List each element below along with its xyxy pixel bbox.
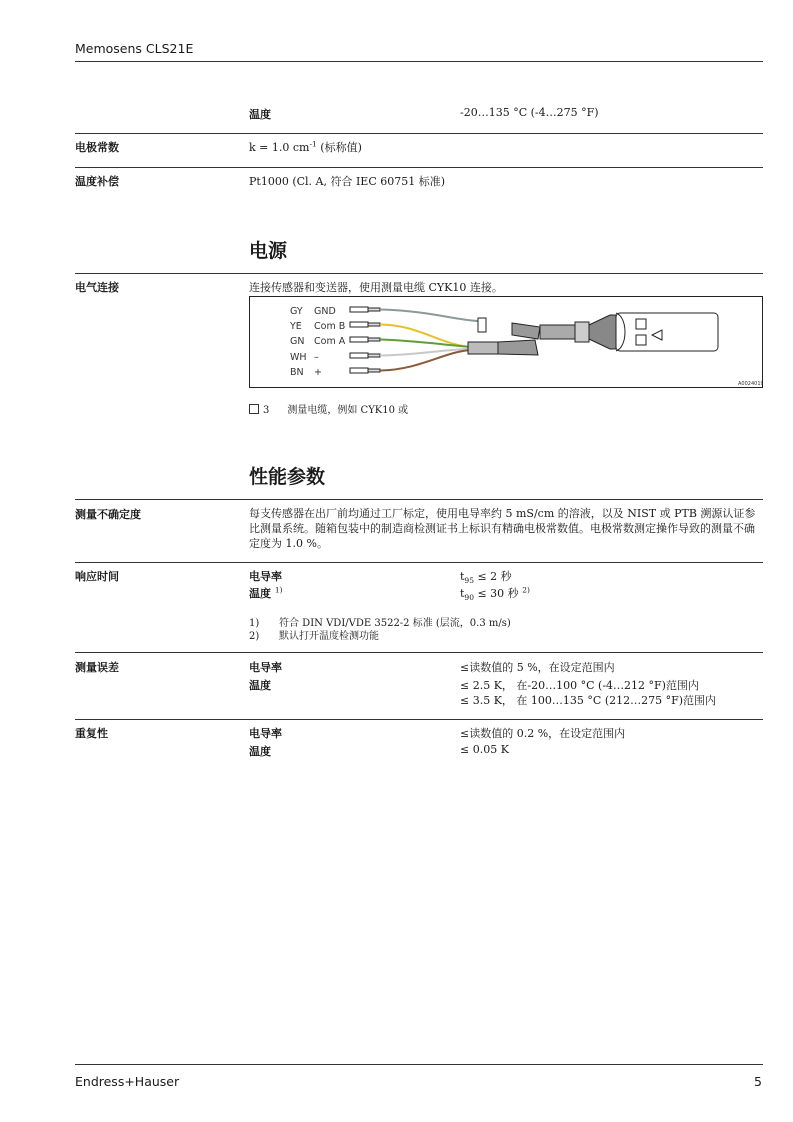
- cable-jacket: [498, 340, 538, 355]
- ferrule-bn: [350, 368, 368, 373]
- wire-code-wh: WH: [290, 352, 307, 363]
- error-temp-value-2: ≤ 3.5 K， 在 100…135 °C (212…275 °F)范围内: [460, 694, 717, 707]
- row-rule: [75, 562, 763, 563]
- ferrule-tip-wh: [368, 354, 380, 357]
- row-rule: [75, 273, 763, 274]
- footnote-2: [249, 627, 379, 642]
- wire-signal-gn: Com A: [314, 336, 346, 347]
- response-temp-t: t: [460, 587, 465, 600]
- row-rule: [75, 133, 763, 134]
- cell-constant-suffix: (标称值): [316, 141, 362, 154]
- footnote-1-number: 1): [249, 618, 260, 629]
- connector-cone: [589, 315, 616, 349]
- temp-comp-label: 温度补偿: [75, 175, 119, 188]
- row-rule: [75, 499, 763, 500]
- error-temp-value-1: ≤ 2.5 K， 在-20…100 °C (-4…212 °F)范围内: [460, 679, 699, 692]
- temp-comp-value: Pt1000 (Cl. A, 符合 IEC 60751 标准): [249, 175, 446, 188]
- ferrule-tip-ye: [368, 323, 380, 326]
- page-number: 5: [754, 1074, 762, 1089]
- cable-braid: [468, 342, 498, 354]
- repeat-temp-label: 温度: [249, 745, 271, 758]
- wire-signal-wh: –: [314, 352, 319, 363]
- cell-constant-exponent: -1: [309, 139, 317, 149]
- shield-connector: [478, 318, 486, 332]
- wire-code-bn: BN: [290, 367, 304, 378]
- response-conductivity-value: [460, 568, 512, 585]
- uncertainty-text: 每支传感器在出厂前均通过工厂标定，使用电导率约 5 mS/cm 的溶液，以及 NIST 或 PTB 溯源认证参比测量系统。随箱包装中的制造商检测证书上标识有精确电极常数值。电极常数测定操作导致的测量不确定度为 1.0 %。: [249, 507, 756, 550]
- error-conductivity-label: 电导率: [249, 661, 282, 674]
- measurement-error-label: 测量误差: [75, 661, 119, 674]
- footer-brand: Endress+Hauser: [75, 1074, 180, 1089]
- uncertainty-label: 测量不确定度: [75, 508, 141, 521]
- diagram-doc-code: A0024019: [738, 381, 762, 387]
- footnote-2-number: 2): [249, 631, 260, 642]
- response-conductivity-label: 电导率: [249, 570, 282, 583]
- temperature-label: 温度: [249, 108, 271, 121]
- cable-sleeve: [540, 325, 575, 339]
- cable-collar: [575, 322, 589, 342]
- wire-code-ye: YE: [290, 321, 302, 332]
- repeat-conductivity-label: 电导率: [249, 727, 282, 740]
- error-temp-label: 温度: [249, 679, 271, 692]
- cell-constant-label: 电极常数: [75, 141, 119, 154]
- row-rule: [75, 167, 763, 168]
- cable-diagram: [249, 296, 763, 388]
- temperature-value: -20…135 °C (-4…275 °F): [460, 106, 599, 119]
- row-rule: [75, 652, 763, 653]
- repeatability-label: 重复性: [75, 727, 108, 740]
- ferrule-tip-gn: [368, 338, 380, 341]
- response-temp-value-sup: 2): [522, 585, 530, 595]
- wire-gn: [380, 340, 472, 348]
- section-title-power: 电源: [249, 240, 288, 262]
- response-time-label: 响应时间: [75, 570, 119, 583]
- response-temp-sub: 90: [464, 593, 474, 603]
- response-temp-label-sup: 1): [274, 585, 283, 595]
- wire-code-gn: GN: [290, 336, 305, 347]
- response-temp-text: ≤ 30 秒: [473, 587, 519, 600]
- repeat-temp-value: ≤ 0.05 K: [460, 743, 509, 756]
- ferrule-gn: [350, 337, 368, 342]
- connector-head: [616, 313, 718, 351]
- ferrule-tip-bn: [368, 369, 380, 372]
- repeat-conductivity-value: ≤读数值的 0.2 %，在设定范围内: [460, 727, 626, 740]
- figure-number: 3: [263, 405, 270, 416]
- ferrule-gy: [350, 307, 368, 312]
- footer-rule: [75, 1064, 763, 1065]
- wire-code-gy: GY: [290, 306, 303, 317]
- figure-caption-text: 测量电缆，例如 CYK10 或: [287, 405, 409, 416]
- footnote-2-text: 默认打开温度检测功能: [279, 631, 379, 642]
- row-rule: [75, 719, 763, 720]
- figure-icon: [249, 404, 259, 414]
- ferrule-ye: [350, 322, 368, 327]
- cell-constant-value: [249, 139, 362, 155]
- wire-signal-bn: +: [314, 367, 322, 378]
- wire-gy: [380, 310, 478, 322]
- response-conductivity-t: t: [460, 570, 465, 583]
- response-conductivity-sub: 95: [464, 576, 474, 586]
- wire-signal-ye: Com B: [314, 321, 346, 332]
- cell-constant-prefix: k = 1.0 cm: [249, 141, 310, 154]
- document-title: Memosens CLS21E: [75, 41, 194, 56]
- ferrule-wh: [350, 353, 368, 358]
- header-rule: [75, 61, 763, 62]
- electrical-connection-label: 电气连接: [75, 281, 119, 294]
- error-conductivity-value: ≤读数值的 5 %，在设定范围内: [460, 661, 615, 674]
- response-temp-value: [460, 585, 530, 602]
- cable-segment: [512, 323, 540, 339]
- response-conductivity-text: ≤ 2 秒: [473, 570, 512, 583]
- response-temp-label-text: 温度: [249, 587, 271, 600]
- section-title-performance: 性能参数: [249, 466, 326, 488]
- figure-caption: [249, 401, 408, 416]
- response-temp-label: [249, 585, 283, 601]
- cable-diagram-svg: [250, 297, 762, 387]
- ferrule-tip-gy: [368, 308, 380, 311]
- footnote-1-text: 符合 DIN VDI/VDE 3522-2 标准 (层流，0.3 m/s): [279, 618, 511, 629]
- wire-signal-gy: GND: [314, 306, 336, 317]
- electrical-connection-text: 连接传感器和变送器，使用测量电缆 CYK10 连接。: [249, 281, 503, 294]
